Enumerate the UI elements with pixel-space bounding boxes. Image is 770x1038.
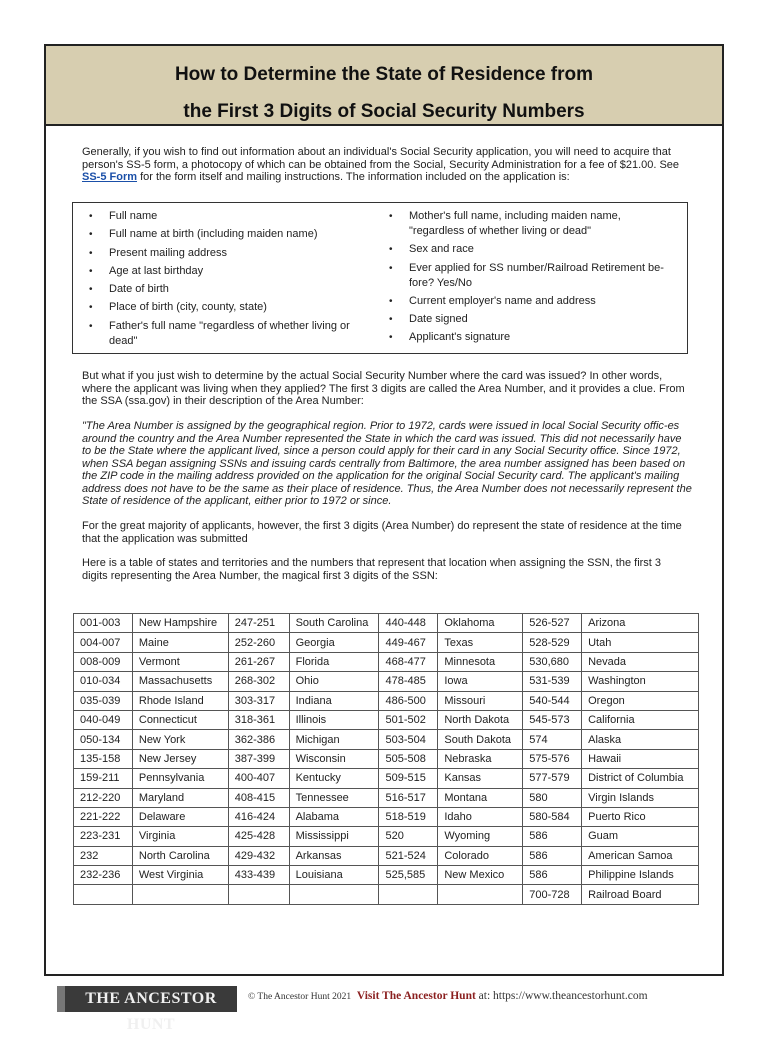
bullet-dot-icon: • xyxy=(89,302,93,314)
bullet-list-left xyxy=(85,209,365,352)
location-cell: Hawaii xyxy=(582,749,699,768)
bullet-item xyxy=(385,294,677,309)
location-cell: Florida xyxy=(289,652,379,671)
bullet-dot-icon: • xyxy=(89,284,93,296)
location-cell: Indiana xyxy=(289,691,379,710)
location-cell: Washington xyxy=(582,672,699,691)
table-intro-paragraph: Here is a table of states and territories and the numbers that represent that location when assigning the SSN, the first 3 digits representing the Area Number, the magical first 3 digits of the SSN: xyxy=(82,557,662,582)
copyright-text: © The Ancestor Hunt 2021 xyxy=(248,992,352,1002)
area-number-cell: 400-407 xyxy=(228,769,289,788)
area-number-table xyxy=(73,613,699,905)
area-number-cell: 586 xyxy=(523,866,582,885)
table-row xyxy=(74,846,699,865)
location-cell: West Virginia xyxy=(132,866,228,885)
bullet-item xyxy=(85,319,365,349)
bullet-text: Place of birth (city, county, state) xyxy=(109,301,267,314)
bullet-dot-icon: • xyxy=(89,247,93,259)
table-row xyxy=(74,652,699,671)
bullet-item xyxy=(385,312,677,327)
intro-paragraph xyxy=(82,146,690,184)
bullet-dot-icon: • xyxy=(389,262,393,274)
bullet-text: Present mailing address xyxy=(109,246,228,259)
intro-block xyxy=(82,146,690,184)
bullet-dot-icon: • xyxy=(389,211,393,222)
area-number-cell: 008-009 xyxy=(74,652,133,671)
area-number-cell: 303-317 xyxy=(228,691,289,710)
area-number-cell: 518-519 xyxy=(379,807,438,826)
area-number-cell: 362-386 xyxy=(228,730,289,749)
location-cell: Wisconsin xyxy=(289,749,379,768)
area-number-cell: 050-134 xyxy=(74,730,133,749)
bullet-item xyxy=(85,264,365,279)
location-cell: Idaho xyxy=(438,807,523,826)
location-cell: New York xyxy=(132,730,228,749)
location-cell: South Dakota xyxy=(438,730,523,749)
area-number-cell: 010-034 xyxy=(74,672,133,691)
location-cell: Wyoming xyxy=(438,827,523,846)
area-number-cell: 408-415 xyxy=(228,788,289,807)
area-number-cell: 440-448 xyxy=(379,614,438,633)
location-cell: Ohio xyxy=(289,672,379,691)
area-number-cell: 040-049 xyxy=(74,710,133,729)
bullet-item xyxy=(85,227,365,242)
bullet-dot-icon: • xyxy=(389,295,393,307)
bullet-item xyxy=(85,246,365,261)
area-number-cell: 545-573 xyxy=(523,710,582,729)
location-cell: Alabama xyxy=(289,807,379,826)
area-number-cell: 580-584 xyxy=(523,807,582,826)
area-number-cell: 468-477 xyxy=(379,652,438,671)
table-row xyxy=(74,633,699,652)
bullet-text: Date signed xyxy=(409,313,468,326)
bullet-dot-icon: • xyxy=(89,229,93,241)
table-row xyxy=(74,807,699,826)
location-cell: Railroad Board xyxy=(582,885,699,904)
page-title-line-1: How to Determine the State of Residence from xyxy=(174,64,594,85)
area-number-cell: 429-432 xyxy=(228,846,289,865)
area-number-cell: 004-007 xyxy=(74,633,133,652)
bullet-item xyxy=(85,209,365,224)
location-cell: Missouri xyxy=(438,691,523,710)
bullet-text: Full name at birth (including maiden name) xyxy=(109,228,318,241)
area-number-cell: 700-728 xyxy=(523,885,582,904)
area-number-cell: 521-524 xyxy=(379,846,438,865)
bullet-dot-icon: • xyxy=(89,265,93,277)
intro-text-2: for the form itself and mailing instructions. The information included on the application is: xyxy=(137,171,570,183)
bullet-text: Father's full name "regardless of whether living or dead" xyxy=(109,319,350,347)
location-cell: District of Columbia xyxy=(582,769,699,788)
bullet-item xyxy=(385,330,677,345)
footer-url[interactable]: at: https://www.theancestorhunt.com xyxy=(475,990,648,1002)
location-cell xyxy=(438,885,523,904)
bullet-dot-icon: • xyxy=(389,314,393,326)
table-row xyxy=(74,614,699,633)
location-cell: American Samoa xyxy=(582,846,699,865)
area-number-cell: 528-529 xyxy=(523,633,582,652)
area-number-cell: 580 xyxy=(523,788,582,807)
area-number-cell: 252-260 xyxy=(228,633,289,652)
table-row xyxy=(74,827,699,846)
area-number-cell: 586 xyxy=(523,846,582,865)
bullet-dot-icon: • xyxy=(389,244,393,256)
bullet-text: Ever applied for SS number/Railroad Retirement be-fore? Yes/No xyxy=(409,261,664,289)
area-number-paragraph: But what if you just wish to determine by the actual Social Security Number where the card was issued? In other words, where the applicant was living when they applied? The first 3 digits are called the Area Number, and it provides a clue. From the SSA (ssa.gov) in their description of the Area Number: xyxy=(82,370,685,407)
bullet-text: Applicant's signature xyxy=(409,331,511,344)
location-cell: Arkansas xyxy=(289,846,379,865)
location-cell: Mississippi xyxy=(289,827,379,846)
table-row xyxy=(74,788,699,807)
table-row xyxy=(74,730,699,749)
area-number-cell: 232-236 xyxy=(74,866,133,885)
area-number-cell xyxy=(74,885,133,904)
area-number-cell: 530,680 xyxy=(523,652,582,671)
area-number-cell: 449-467 xyxy=(379,633,438,652)
intro-text-1: Generally, if you wish to find out information about an individual's Social Security application, you will need to acquire that person's SS-5 form, a photocopy of which can be obtained from the Social, Security Administration for a fee of $21.00. See xyxy=(82,146,680,171)
area-number-cell: 135-158 xyxy=(74,749,133,768)
location-cell: Rhode Island xyxy=(132,691,228,710)
area-number-cell: 478-485 xyxy=(379,672,438,691)
location-cell: Kentucky xyxy=(289,769,379,788)
area-number-cell: 159-211 xyxy=(74,769,133,788)
location-cell: Nevada xyxy=(582,652,699,671)
location-cell: Maine xyxy=(132,633,228,652)
area-number-cell: 503-504 xyxy=(379,730,438,749)
bullet-text: Age at last birthday xyxy=(109,264,204,277)
area-number-cell: 268-302 xyxy=(228,672,289,691)
bullet-dot-icon: • xyxy=(89,211,93,222)
location-cell: Puerto Rico xyxy=(582,807,699,826)
location-cell: Oregon xyxy=(582,691,699,710)
bullet-dot-icon: • xyxy=(89,320,93,332)
bullet-item xyxy=(385,242,677,257)
location-cell: California xyxy=(582,710,699,729)
bullet-text: Current employer's name and address xyxy=(409,294,596,307)
location-cell: Virgin Islands xyxy=(582,788,699,807)
location-cell: Montana xyxy=(438,788,523,807)
area-number-cell: 520 xyxy=(379,827,438,846)
location-cell: Texas xyxy=(438,633,523,652)
location-cell: Delaware xyxy=(132,807,228,826)
location-cell: Arizona xyxy=(582,614,699,633)
bullet-item xyxy=(385,261,677,291)
ssa-quote: "The Area Number is assigned by the geographical region. Prior to 1972, cards were issued in local Social Security offic-es around the country and the Area Number represented the State in which the card was issued. This did not necessarily have to be the State where the applicant lived, since a person could apply for their card in any Social Security office. Since 1972, when SSA began assigning SSNs and issuing cards centrally from Baltimore, the area number assigned has been based on the ZIP code in the mailing address provided on the application for the original Social Security card. The applicant's mailing address does not have to be the same as their place of residence. Thus, the Area Number does not necessarily represent the State of residence of the applicant, either prior to 1972 or since. xyxy=(82,420,692,507)
majority-paragraph: For the great majority of applicants, however, the first 3 digits (Area Number) do represent the state of residence at the time that the application was submitted xyxy=(82,520,682,545)
location-cell: Tennessee xyxy=(289,788,379,807)
location-cell: North Dakota xyxy=(438,710,523,729)
application-info-box xyxy=(72,202,688,354)
area-number-cell xyxy=(379,885,438,904)
location-cell: Maryland xyxy=(132,788,228,807)
area-number-cell: 505-508 xyxy=(379,749,438,768)
bullet-text: Full name xyxy=(109,210,158,222)
location-cell: New Hampshire xyxy=(132,614,228,633)
area-number-cell xyxy=(228,885,289,904)
bullet-list-right xyxy=(385,209,677,349)
area-number-cell: 221-222 xyxy=(74,807,133,826)
area-number-cell: 001-003 xyxy=(74,614,133,633)
table-row xyxy=(74,710,699,729)
bullet-text: Sex and race xyxy=(409,243,474,256)
bullet-text: Date of birth xyxy=(109,283,169,296)
page-title-line-2: the First 3 Digits of Social Security Numbers xyxy=(183,101,585,122)
location-cell: Connecticut xyxy=(132,710,228,729)
location-cell: Illinois xyxy=(289,710,379,729)
area-number-cell: 232 xyxy=(74,846,133,865)
location-cell: Oklahoma xyxy=(438,614,523,633)
location-cell: Utah xyxy=(582,633,699,652)
area-number-cell: 035-039 xyxy=(74,691,133,710)
title-banner xyxy=(46,46,722,126)
area-number-cell: 577-579 xyxy=(523,769,582,788)
area-number-cell: 416-424 xyxy=(228,807,289,826)
location-cell: Iowa xyxy=(438,672,523,691)
location-cell: Louisiana xyxy=(289,866,379,885)
location-cell: Guam xyxy=(582,827,699,846)
location-cell: Georgia xyxy=(289,633,379,652)
bullet-dot-icon: • xyxy=(389,332,393,344)
area-number-cell: 425-428 xyxy=(228,827,289,846)
location-cell: North Carolina xyxy=(132,846,228,865)
area-number-cell: 586 xyxy=(523,827,582,846)
ss5-form-link[interactable]: SS-5 Form xyxy=(82,171,138,183)
location-cell: Minnesota xyxy=(438,652,523,671)
location-cell: Colorado xyxy=(438,846,523,865)
location-cell: New Jersey xyxy=(132,749,228,768)
table-row xyxy=(74,749,699,768)
table-row xyxy=(74,769,699,788)
bullet-item xyxy=(85,300,365,315)
table-row xyxy=(74,672,699,691)
location-cell: Philippine Islands xyxy=(582,866,699,885)
location-cell: Vermont xyxy=(132,652,228,671)
area-number-cell: 501-502 xyxy=(379,710,438,729)
area-number-cell: 526-527 xyxy=(523,614,582,633)
location-cell: Nebraska xyxy=(438,749,523,768)
area-number-cell: 486-500 xyxy=(379,691,438,710)
visit-link[interactable]: Visit The Ancestor Hunt xyxy=(356,990,476,1002)
location-cell: South Carolina xyxy=(289,614,379,633)
table-row xyxy=(74,885,699,904)
location-cell: Massachusetts xyxy=(132,672,228,691)
area-number-cell: 574 xyxy=(523,730,582,749)
area-number-cell: 516-517 xyxy=(379,788,438,807)
bullet-item xyxy=(85,282,365,297)
area-number-cell: 247-251 xyxy=(228,614,289,633)
table-row xyxy=(74,691,699,710)
area-number-cell: 531-539 xyxy=(523,672,582,691)
location-cell: Pennsylvania xyxy=(132,769,228,788)
bullet-item xyxy=(385,209,677,239)
location-cell: Kansas xyxy=(438,769,523,788)
location-cell: New Mexico xyxy=(438,866,523,885)
table-row xyxy=(74,866,699,885)
area-number-cell: 261-267 xyxy=(228,652,289,671)
location-cell xyxy=(289,885,379,904)
area-number-cell: 387-399 xyxy=(228,749,289,768)
location-cell xyxy=(132,885,228,904)
area-number-cell: 433-439 xyxy=(228,866,289,885)
area-number-cell: 212-220 xyxy=(74,788,133,807)
location-cell: Michigan xyxy=(289,730,379,749)
area-number-cell: 540-544 xyxy=(523,691,582,710)
area-number-cell: 318-361 xyxy=(228,710,289,729)
area-number-cell: 509-515 xyxy=(379,769,438,788)
area-number-cell: 223-231 xyxy=(74,827,133,846)
area-number-cell: 525,585 xyxy=(379,866,438,885)
footer xyxy=(0,980,770,1033)
location-cell: Alaska xyxy=(582,730,699,749)
ancestor-hunt-logo: THE ANCESTOR HUNT xyxy=(57,986,237,1012)
area-number-cell: 575-576 xyxy=(523,749,582,768)
location-cell: Virginia xyxy=(132,827,228,846)
footer-text xyxy=(248,990,648,1002)
bullet-text: Mother's full name, including maiden name, "regardless of whether living or dead" xyxy=(409,210,621,237)
